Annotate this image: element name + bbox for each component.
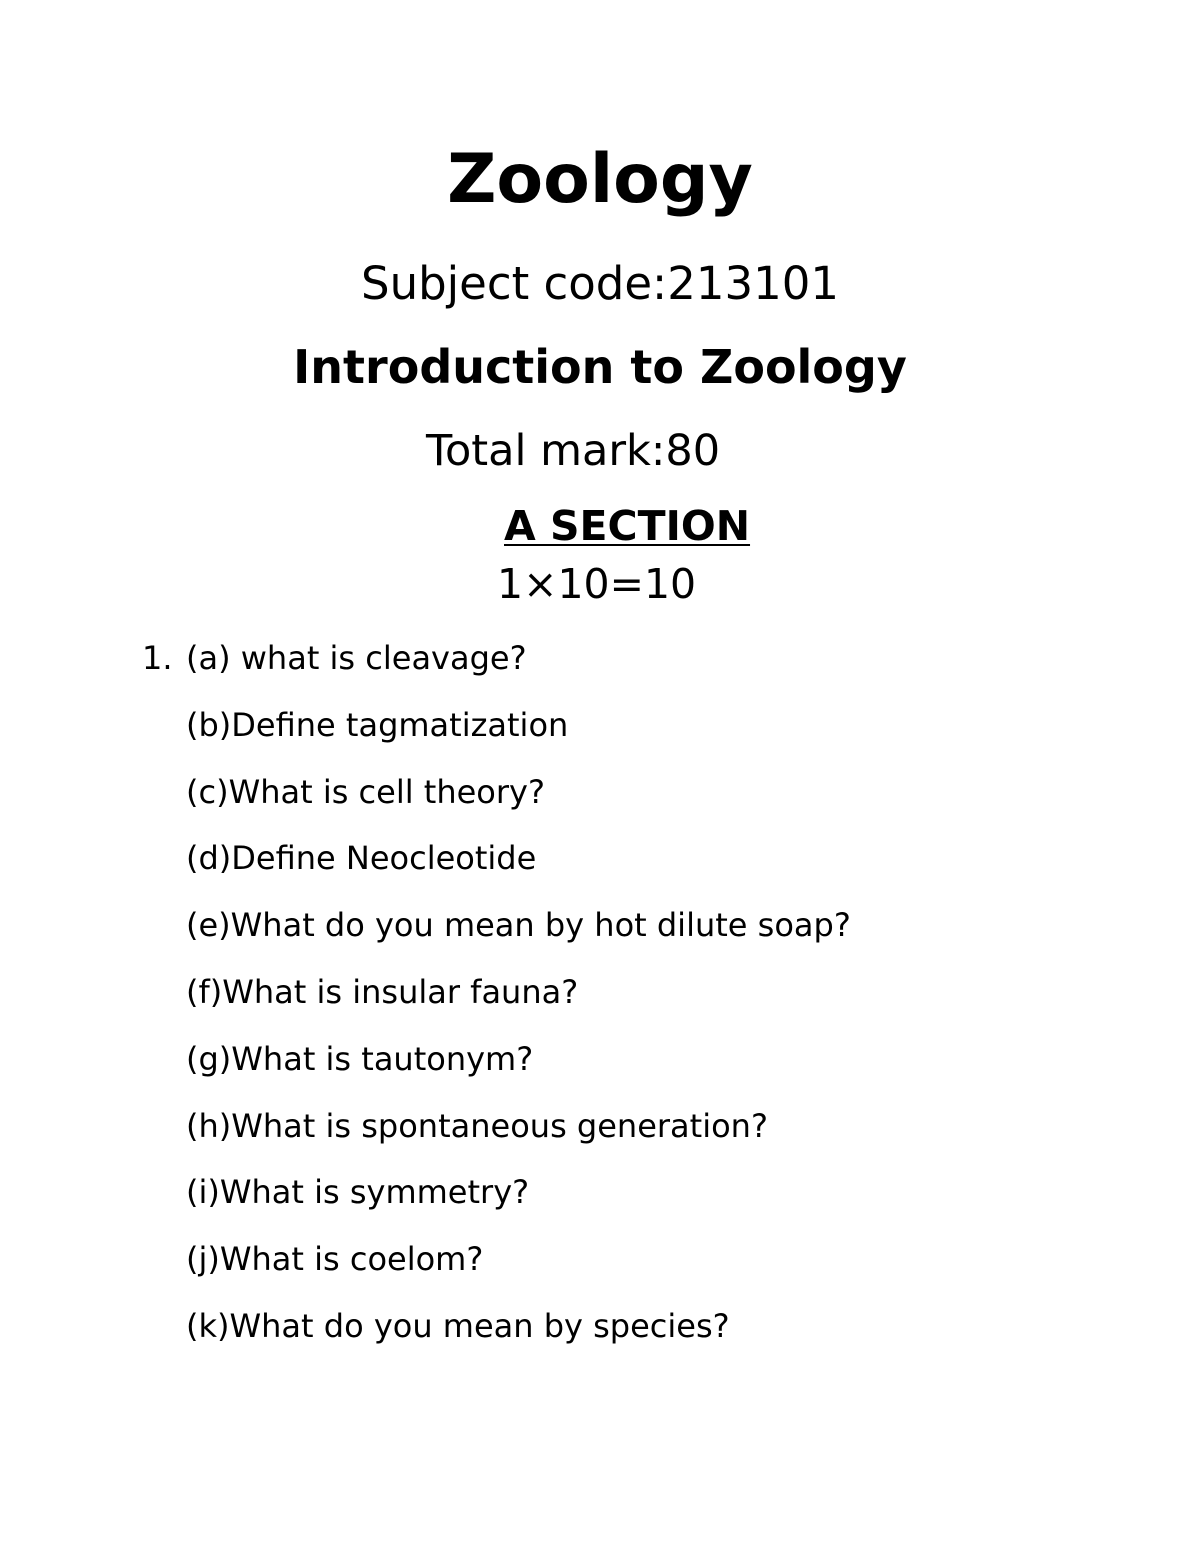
question-part-g: (g)What is tautonym? — [186, 1039, 534, 1078]
section-heading: A SECTION — [504, 502, 751, 550]
page-title: Zoology — [447, 140, 753, 219]
question-part-k: (k)What do you mean by species? — [186, 1306, 730, 1345]
total-mark: Total mark:80 — [426, 426, 721, 476]
course-name: Introduction to Zoology — [293, 340, 907, 394]
question-part-b: (b)Define tagmatization — [186, 705, 569, 744]
subject-code: Subject code:213101 — [361, 257, 839, 310]
marks-formula: 1×10=10 — [497, 560, 697, 608]
question-part-a: (a) what is cleavage? — [186, 639, 527, 677]
question-part-j: (j)What is coelom? — [186, 1240, 484, 1279]
question-part-h: (h)What is spontaneous generation? — [186, 1106, 768, 1145]
question-part-i: (i)What is symmetry? — [186, 1173, 530, 1212]
question-number: 1. — [142, 639, 173, 677]
question-list — [186, 639, 851, 1377]
question-part-f: (f)What is insular fauna? — [186, 972, 579, 1011]
question-part-d: (d)Define Neocleotide — [186, 839, 537, 878]
question-part-c: (c)What is cell theory? — [186, 772, 545, 811]
question-part-e: (e)What do you mean by hot dilute soap? — [186, 906, 851, 945]
